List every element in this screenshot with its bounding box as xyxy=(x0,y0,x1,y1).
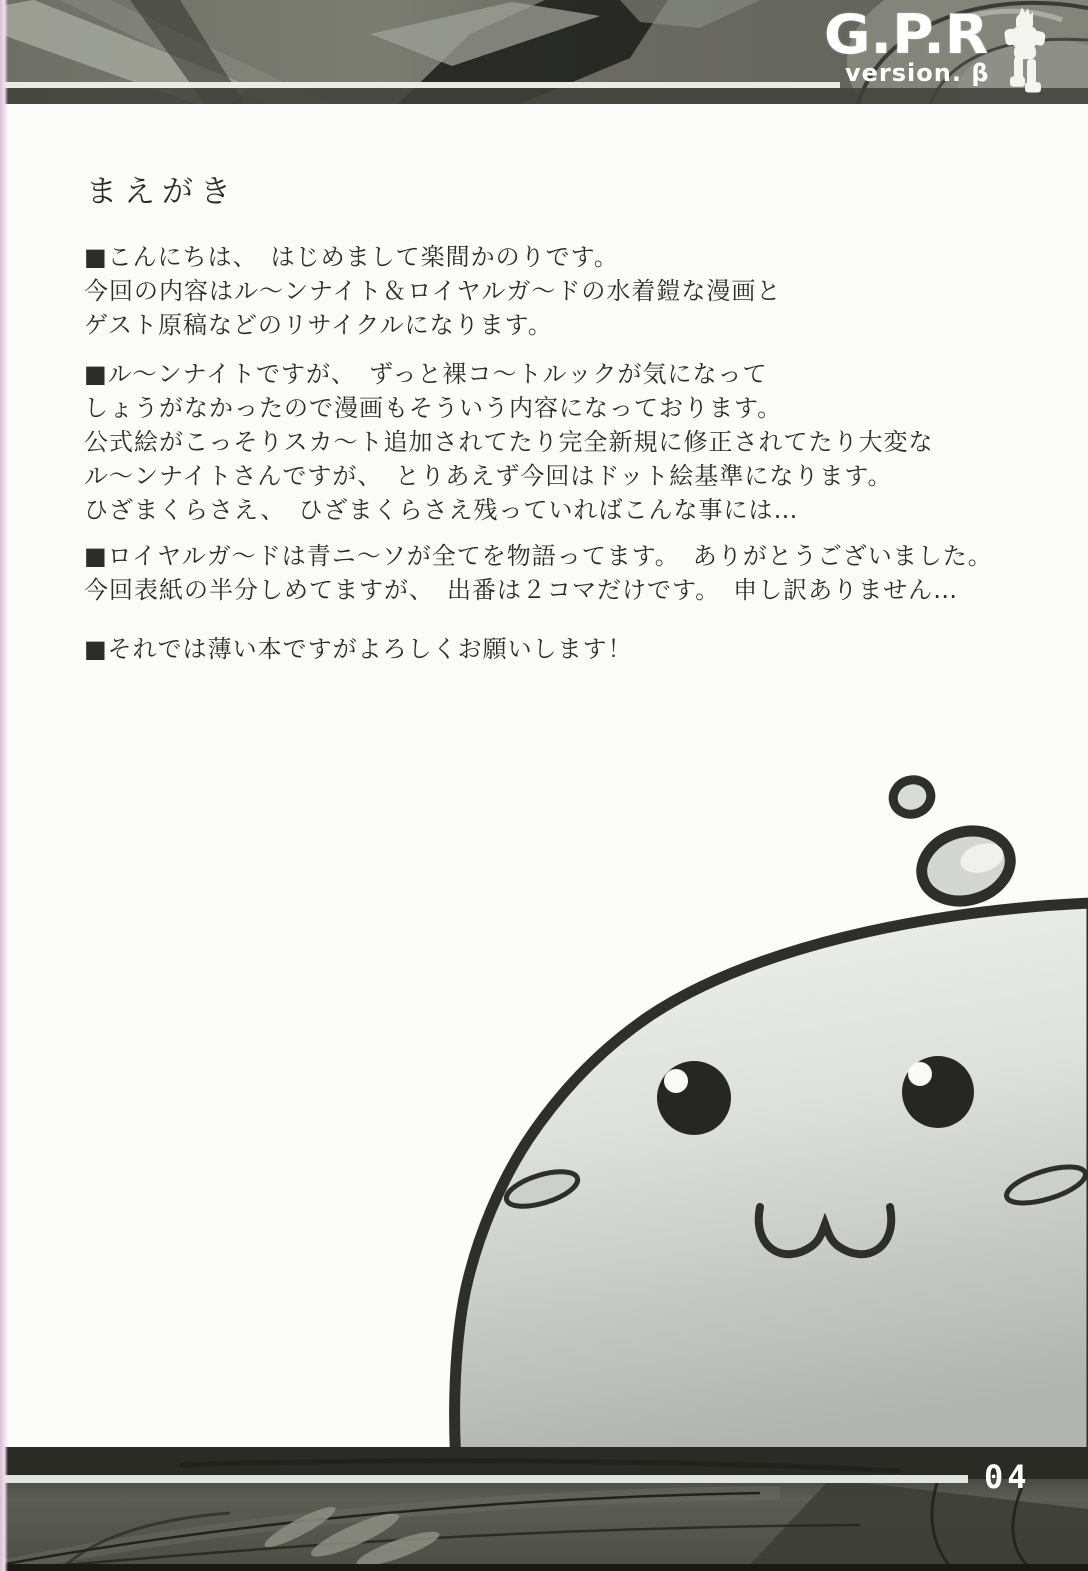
text-line: ■ロイヤルガ～ドは青ニ～ソが全てを物語ってます。 ありがとうございました。 xyxy=(84,542,993,570)
text-line: ひざまくらさえ、 ひざまくらさえ残っていればこんな事には… xyxy=(84,496,799,524)
page-number: 04 xyxy=(984,1458,1031,1496)
paragraph-2 xyxy=(84,357,934,527)
footer-rule-line xyxy=(0,1475,968,1483)
paragraph-1 xyxy=(84,240,781,342)
header-rule-line xyxy=(0,82,840,88)
footer-band xyxy=(0,1447,1088,1571)
text-line: ル～ンナイトさんですが、 とりあえず今回はドット絵基準になります。 xyxy=(84,462,893,490)
scan-edge-artifact xyxy=(0,0,8,1571)
text-line: 今回表紙の半分しめてますが、 出番は２コマだけです。 申し訳ありません… xyxy=(84,576,959,604)
text-line: ■それでは薄い本ですがよろしくお願いします！ xyxy=(84,635,633,663)
header-band xyxy=(0,0,1088,104)
text-line: ■こんにちは、 はじめまして楽間かのりです。 xyxy=(84,243,619,271)
knight-silhouette-icon xyxy=(1002,6,1048,96)
slime-mascot xyxy=(430,740,1088,1452)
page-heading: まえがき xyxy=(86,174,238,210)
footer-armor-artwork xyxy=(0,1447,1088,1571)
paragraph-3 xyxy=(84,539,993,607)
text-line: 公式絵がこっそりスカ～ト追加されてたり完全新規に修正されてたり大変な xyxy=(84,428,934,456)
bubble-small xyxy=(889,775,936,819)
left-eye-highlight xyxy=(664,1069,688,1093)
text-line: ■ル～ンナイトですが、 ずっと裸コ～トルックが気になって xyxy=(84,360,768,388)
text-line: ゲスト原稿などのリサイクルになります。 xyxy=(84,311,553,339)
text-line: しょうがなかったので漫画もそういう内容になっております。 xyxy=(84,394,783,422)
paragraph-4 xyxy=(84,632,633,666)
text-line: 今回の内容はル～ンナイト＆ロイヤルガ～ドの水着鎧な漫画と xyxy=(84,277,782,305)
logo-title: G.P.R xyxy=(824,3,989,66)
right-eye-highlight xyxy=(908,1062,932,1086)
logo-subtitle: version. β xyxy=(845,59,990,87)
